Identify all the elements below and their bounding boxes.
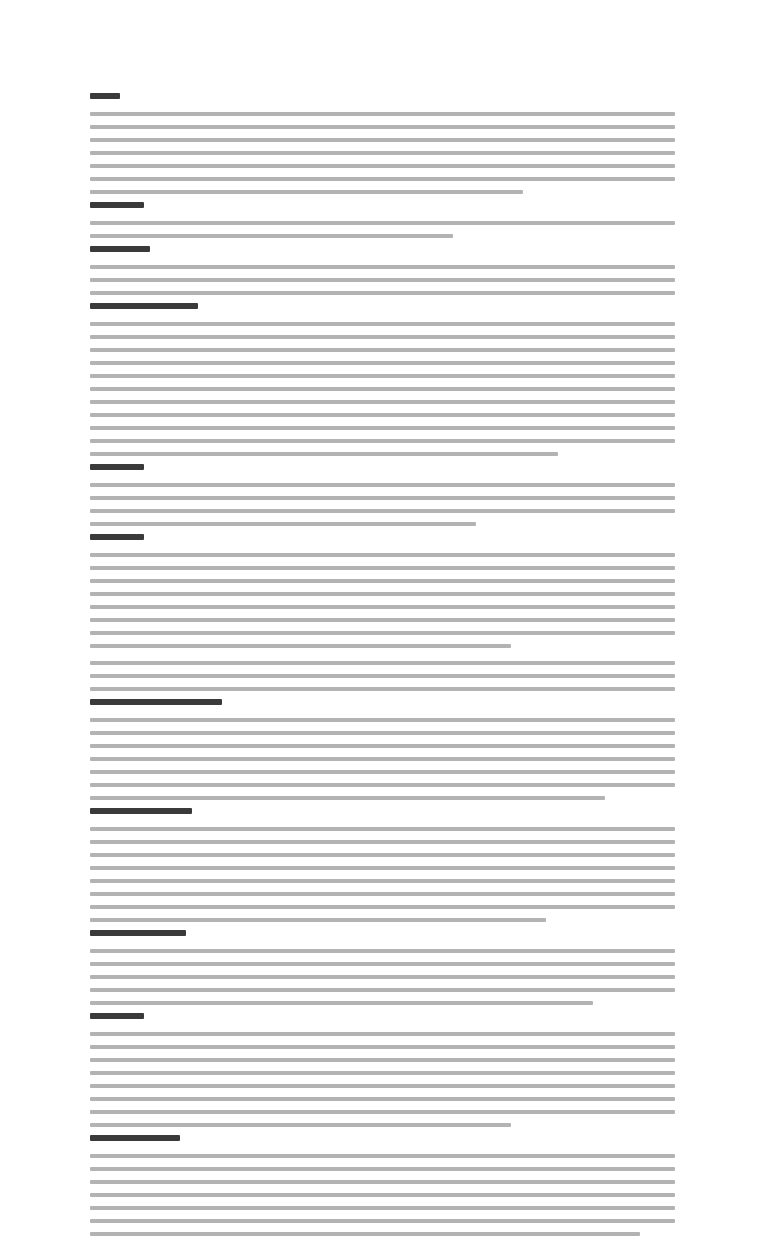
text-line: [90, 726, 675, 739]
section: [90, 1135, 675, 1240]
text-line: [90, 504, 675, 517]
text-line: [90, 1040, 675, 1053]
text-line: [90, 639, 675, 652]
section: [90, 808, 675, 926]
section-heading: [90, 1135, 675, 1146]
text-line: [90, 561, 675, 574]
section-heading: [90, 202, 675, 213]
text-line: [90, 626, 675, 639]
text-line: [90, 983, 675, 996]
section: [90, 534, 675, 695]
text-line: [90, 146, 675, 159]
text-line: [90, 1027, 675, 1040]
section-heading-text: [90, 808, 192, 814]
text-line: [90, 913, 675, 926]
text-line: [90, 1066, 675, 1079]
text-line: [90, 957, 675, 970]
section-heading-text: [90, 534, 144, 540]
text-line: [90, 330, 675, 343]
text-line: [90, 682, 675, 695]
paragraph: [90, 944, 675, 1009]
text-line: [90, 356, 675, 369]
section: [90, 699, 675, 804]
text-line: [90, 822, 675, 835]
text-line: [90, 656, 675, 669]
text-line: [90, 478, 675, 491]
section-heading: [90, 930, 675, 941]
text-line: [90, 900, 675, 913]
text-line: [90, 159, 675, 172]
text-line: [90, 260, 675, 273]
text-line: [90, 216, 675, 229]
text-line: [90, 848, 675, 861]
section-heading: [90, 93, 675, 104]
section: [90, 1013, 675, 1131]
text-line: [90, 107, 675, 120]
section-heading-text: [90, 464, 144, 470]
text-line: [90, 172, 675, 185]
text-line: [90, 1201, 675, 1214]
section-heading-text: [90, 930, 186, 936]
text-line: [90, 286, 675, 299]
text-line: [90, 1214, 675, 1227]
text-line: [90, 669, 675, 682]
text-line: [90, 752, 675, 765]
text-line: [90, 369, 675, 382]
text-line: [90, 548, 675, 561]
text-line: [90, 1079, 675, 1092]
text-line: [90, 447, 675, 460]
text-line: [90, 1105, 675, 1118]
section-heading: [90, 1013, 675, 1024]
text-line: [90, 273, 675, 286]
text-line: [90, 343, 675, 356]
section: [90, 93, 675, 198]
section: [90, 246, 675, 299]
text-line: [90, 1227, 675, 1240]
paragraph: [90, 656, 675, 695]
text-line: [90, 382, 675, 395]
section-heading: [90, 464, 675, 475]
section-heading: [90, 246, 675, 257]
text-line: [90, 1118, 675, 1131]
text-line: [90, 996, 675, 1009]
text-line: [90, 1175, 675, 1188]
paragraph: [90, 260, 675, 299]
section-heading-text: [90, 303, 198, 309]
text-line: [90, 944, 675, 957]
text-line: [90, 587, 675, 600]
section-heading-text: [90, 202, 144, 208]
text-line: [90, 861, 675, 874]
section-heading-text: [90, 699, 222, 705]
section-heading-text: [90, 246, 150, 252]
text-line: [90, 887, 675, 900]
text-line: [90, 133, 675, 146]
text-line: [90, 421, 675, 434]
text-line: [90, 600, 675, 613]
text-line: [90, 1053, 675, 1066]
text-line: [90, 970, 675, 983]
section: [90, 464, 675, 530]
section-heading-text: [90, 1013, 144, 1019]
text-line: [90, 491, 675, 504]
section: [90, 930, 675, 1009]
text-line: [90, 395, 675, 408]
text-line: [90, 765, 675, 778]
text-line: [90, 317, 675, 330]
paragraph: [90, 317, 675, 460]
text-line: [90, 739, 675, 752]
section-heading: [90, 699, 675, 710]
text-line: [90, 229, 675, 242]
paragraph: [90, 713, 675, 804]
section-heading: [90, 534, 675, 545]
paragraph: [90, 216, 675, 242]
text-line: [90, 713, 675, 726]
document-body: [90, 90, 675, 1244]
text-line: [90, 1092, 675, 1105]
text-line: [90, 1149, 675, 1162]
text-line: [90, 874, 675, 887]
section: [90, 202, 675, 242]
text-line: [90, 434, 675, 447]
text-line: [90, 778, 675, 791]
paragraph: [90, 822, 675, 926]
text-line: [90, 574, 675, 587]
paragraph: [90, 478, 675, 530]
text-line: [90, 185, 675, 198]
section-heading-text: [90, 93, 120, 99]
section-heading: [90, 808, 675, 819]
text-line: [90, 835, 675, 848]
section: [90, 303, 675, 460]
paragraph: [90, 1149, 675, 1240]
text-line: [90, 1162, 675, 1175]
text-line: [90, 120, 675, 133]
section-heading-text: [90, 1135, 180, 1141]
section-heading: [90, 303, 675, 314]
text-line: [90, 408, 675, 421]
paragraph: [90, 1027, 675, 1131]
text-line: [90, 791, 675, 804]
text-line: [90, 1188, 675, 1201]
paragraph: [90, 107, 675, 198]
text-line: [90, 613, 675, 626]
text-line: [90, 517, 675, 530]
paragraph: [90, 548, 675, 652]
